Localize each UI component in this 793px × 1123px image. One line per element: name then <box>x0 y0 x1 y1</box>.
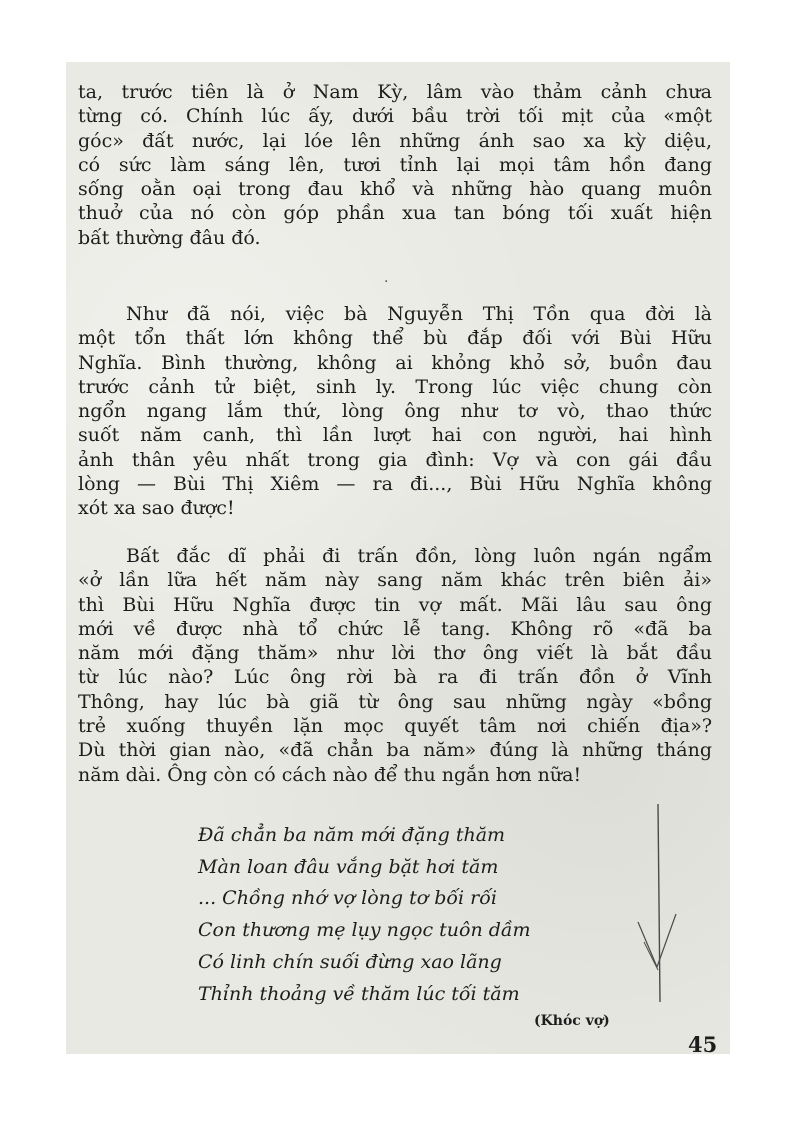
paragraph-3 <box>78 544 712 787</box>
text-line: năm dài. Ông còn có cách nào để thu ngắn hơn nữa! <box>78 763 582 786</box>
text-line: Như đã nói, việc bà Nguyễn Thị Tồn qua đời là <box>126 303 712 325</box>
text-line: một tổn thất lớn không thể bù đắp đối với Bùi Hữu <box>78 327 712 350</box>
text-line: từ lúc nào? Lúc ông rời bà ra đi trấn đồn ở Vĩnh <box>78 666 712 689</box>
text-line: ta, trước tiên là ở Nam Kỳ, lâm vào thảm cảnh chưa <box>78 81 712 103</box>
text-line: Bất đắc dĩ phải đi trấn đồn, lòng luôn ngán ngẩm <box>126 545 712 567</box>
text-line: mới về được nhà tổ chức lễ tang. Không rõ «đã ba <box>78 617 712 640</box>
text-line: bất thường đâu đó. <box>78 226 261 249</box>
text-line: Nghĩa. Bình thường, không ai khỏng khỏ sở, buồn đau <box>78 351 712 374</box>
text-line: góc» đất nước, lại lóe lên những ánh sao xa kỳ diệu, <box>78 129 712 152</box>
text-line: thì Bùi Hữu Nghĩa được tin vợ mất. Mãi lâu sau ông <box>78 593 712 616</box>
poem-line: Con thương mẹ lụy ngọc tuôn dầm <box>198 919 531 942</box>
text-line: Thông, hay lúc bà giã từ ông sau những ngày «bồng <box>78 690 712 713</box>
text-line: trẻ xuống thuyền lặn mọc quyết tâm nơi chiến địa»? <box>78 715 712 738</box>
text-line: sống oằn oại trong đau khổ và những hào quang muôn <box>78 178 712 201</box>
paragraph-2 <box>78 302 712 521</box>
poem-line: Đã chẳn ba năm mới đặng thăm <box>198 824 506 846</box>
text-line: thuở của nó còn góp phần xua tan bóng tối xuất hiện <box>78 202 712 225</box>
text-line: có sức làm sáng lên, tươi tỉnh lại mọi tâm hồn đang <box>78 153 712 176</box>
text-line: xót xa sao được! <box>78 497 235 520</box>
pencil-mark-decoration <box>630 802 680 1012</box>
poem-line: Màn loan đâu vắng bặt hơi tăm <box>198 855 499 878</box>
text-line: Dù thời gian nào, «đã chẳn ba năm» đúng là những tháng <box>78 739 712 762</box>
text-line: «ở lần lữa hết năm này sang năm khác trên biên ải» <box>78 569 712 592</box>
poem-line: Thỉnh thoảng về thăm lúc tối tăm <box>198 982 520 1005</box>
page-number: 45 <box>688 1032 718 1057</box>
poem-line: Có linh chín suối đừng xao lãng <box>198 950 502 973</box>
poem-source: (Khóc vợ) <box>534 1013 610 1029</box>
text-line: ngổn ngang lắm thứ, lòng ông như tơ vò, thao thức <box>78 400 712 423</box>
text-line: từng có. Chính lúc ấy, dưới bầu trời tối mịt của «một <box>78 105 712 128</box>
section-separator: · <box>384 274 389 290</box>
text-line: lòng — Bùi Thị Xiêm — ra đi..., Bùi Hữu Nghĩa không <box>78 473 712 496</box>
paragraph-1 <box>78 80 712 250</box>
poem <box>198 820 531 1010</box>
book-page <box>66 62 730 1057</box>
text-line: ảnh thân yêu nhất trong gia đình: Vợ và con gái đầu <box>78 448 712 471</box>
text-line: suốt năm canh, thì lần lượt hai con người, hai hình <box>78 424 712 447</box>
text-line: năm mới đặng thăm» như lời thơ ông viết là bắt đầu <box>78 642 712 665</box>
text-line: trước cảnh tử biệt, sinh ly. Trong lúc việc chung còn <box>78 375 712 398</box>
poem-line: ... Chồng nhớ vợ lòng tơ bối rối <box>198 887 497 910</box>
